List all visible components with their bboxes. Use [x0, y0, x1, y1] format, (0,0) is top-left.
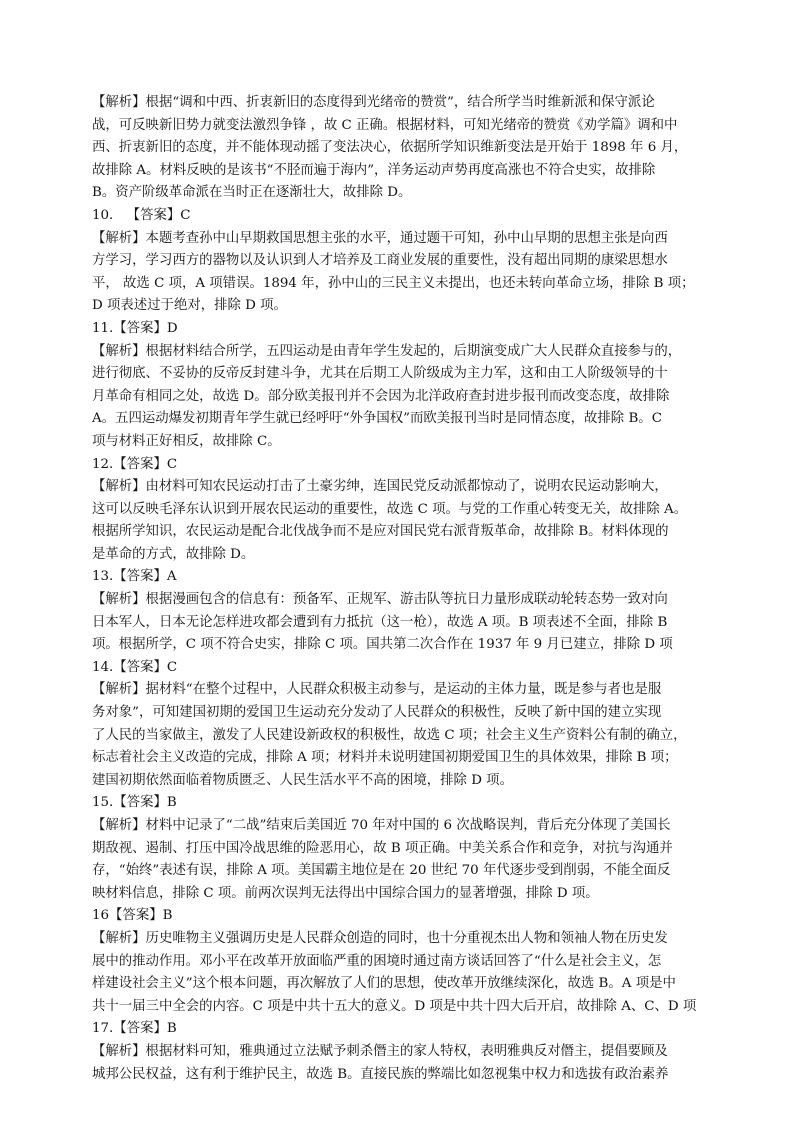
- text-line: 平， 故选 C 项，A 项错误。1894 年，孙中山的三民主义未提出，也还未转向革命立场，排除 B 项；: [92, 275, 695, 291]
- text-line: 建国初期依然面临着物质匮乏、人民生活水平不高的困境，排除 D 项。: [92, 772, 513, 788]
- answer-line: [92, 318, 712, 341]
- text-line: 故排除 A。材料反映的是该书“不胫而遍于海内”，洋务运动声势再度高涨也不符合史实，故排除: [92, 162, 656, 178]
- text-line: 【解析】据材料“在整个过程中，人民群众积极主动参与，是运动的主体力量，既是参与者也是服: [92, 682, 662, 698]
- answer-line: [92, 792, 712, 815]
- text-line: 【解析】由材料可知农民运动打击了土豪劣绅，连国民党反动派都惊动了，说明农民运动影响大，: [92, 479, 668, 495]
- text-line: 共十一届三中全会的内容。C 项是中共十五大的意义。D 项是中共十四大后开启，故排除 A、C、D 项: [92, 998, 697, 1014]
- document-page: [92, 92, 712, 1086]
- text-line: 展中的推动作用。邓小平在改革开放面临严重的困境时通过南方谈话回答了“什么是社会主义，怎: [92, 953, 662, 969]
- text-line: 月革命有相同之处，故选 D。部分欧美报刊并不会因为北洋政府查封进步报刊而改变态度，故排除: [92, 388, 670, 404]
- text-line: 12.【答案】C: [92, 456, 178, 472]
- text-line: 【解析】根据漫画包含的信息有：预备军、正规军、游击队等抗日力量形成联动轮转态势一致对向: [92, 592, 668, 608]
- analysis-paragraph: [92, 928, 712, 1018]
- text-line: 项。根据所学，C 项不符合史实，排除 C 项。国共第二次合作在 1937 年 9 月已建立，排除 D 项: [92, 637, 673, 653]
- text-line: 样建设社会主义”这个根本问题，再次解放了人们的思想，使改革开放继续深化，故选 B。A 项是中: [92, 976, 676, 992]
- text-line: 方学习，学习西方的器物以及认识到人才培养及工商业发展的重要性，没有超出同期的康梁思想水: [92, 253, 668, 269]
- text-line: B。资产阶级革命派在当时正在逐渐壮大，故排除 D。: [92, 185, 412, 201]
- text-line: 17.【答案】B: [92, 1021, 177, 1037]
- answer-line: [92, 566, 712, 589]
- analysis-paragraph: [92, 92, 712, 205]
- text-line: 存，“始终”表述有误，排除 A 项。美国霸主地位是在 20 世纪 70 年代逐步受到削弱，不能全面反: [92, 863, 671, 879]
- text-line: 15.【答案】B: [92, 795, 177, 811]
- answer-line: [92, 657, 712, 680]
- text-line: 项与材料正好相反，故排除 C。: [92, 433, 281, 449]
- text-line: 11.【答案】D: [92, 320, 178, 336]
- analysis-paragraph: [92, 815, 712, 905]
- text-line: 13.【答案】A: [92, 569, 177, 585]
- analysis-paragraph: [92, 679, 712, 792]
- analysis-paragraph: [92, 1041, 712, 1086]
- text-line: 日本军人，日本无论怎样进攻都会遭到有力抵抗（这一枪），故选 A 项。B 项表述不全面，排除 B: [92, 614, 668, 630]
- text-line: 这可以反映毛泽东认识到开展农民运动的重要性，故选 C 项。与党的工作重心转变无关，故排除 A。: [92, 501, 688, 517]
- text-line: 10． 【答案】C: [92, 207, 191, 223]
- text-line: 城邦公民权益，这有利于维护民主，故选 B。直接民族的弊端比如忽视集中权力和选拔有政治素养: [92, 1066, 669, 1082]
- text-line: D 项表述过于绝对，排除 D 项。: [92, 298, 287, 314]
- analysis-paragraph: [92, 228, 712, 318]
- text-line: 14.【答案】C: [92, 659, 178, 675]
- text-line: 16【答案】B: [92, 908, 173, 924]
- text-line: 映材料信息，排除 C 项。前两次误判无法得出中国综合国力的显著增强，排除 D 项。: [92, 885, 599, 901]
- text-line: 【解析】历史唯物主义强调历史是人民群众创造的同时，也十分重视杰出人物和领袖人物在历史发: [92, 930, 668, 946]
- analysis-paragraph: [92, 476, 712, 566]
- answer-line: [92, 905, 712, 928]
- text-line: 西、折衷新旧的态度，并不能体现动摇了变法决心，依据所学知识维新变法是开始于 1898 年 6 月，: [92, 140, 688, 156]
- text-line: 了人民的当家做主，激发了人民建设新政权的积极性，故选 C 项；社会主义生产资料公有制的确立，: [92, 727, 687, 743]
- text-line: 是革命的方式，故排除 D。: [92, 546, 255, 562]
- analysis-paragraph: [92, 341, 712, 454]
- analysis-paragraph: [92, 589, 712, 657]
- answer-line: [92, 1018, 712, 1041]
- text-line: 期敌视、遏制、打压中国冷战思维的险恶用心，故 B 项正确。中美关系合作和竞争，对抗与沟通并: [92, 840, 673, 856]
- text-line: 【解析】材料中记录了“二战”结束后美国近 70 年对中国的 6 次战略误判，背后充分体现了美国长: [92, 818, 671, 833]
- text-line: 标志着社会主义改造的完成，排除 A 项；材料并未说明建国初期爱国卫生的具体效果，排除 B 项；: [92, 750, 678, 766]
- text-line: 【解析】根据材料可知，雅典通过立法赋予刺杀僭主的家人特权，表明雅典反对僭主，提倡要顾及: [92, 1043, 668, 1059]
- text-line: 【解析】本题考查孙中山早期救国思想主张的水平，通过题干可知，孙中山早期的思想主张是向西: [92, 230, 668, 246]
- text-line: 进行彻底、不妥协的反帝反封建斗争，尤其在后期工人阶级成为主力军，这和由工人阶级领导的十: [92, 366, 668, 382]
- text-line: 战，可反映新旧势力就变法激烈争锋 ，故 C 正确。根据材料，可知光绪帝的赞赏《劝学篇》调和中: [92, 117, 678, 133]
- answer-line: [92, 454, 712, 477]
- text-line: 根据所学知识，农民运动是配合北伐战争而不是应对国民党右派背叛革命，故排除 B。材料体现的: [92, 524, 669, 540]
- text-line: 【解析】根据材料结合所学，五四运动是由青年学生发起的，后期演变成广大人民群众直接参与的，: [92, 343, 682, 359]
- text-line: 【解析】根据“调和中西、折衷新旧的态度得到光绪帝的赞赏”，结合所学当时维新派和保守派论: [92, 95, 655, 110]
- answer-line: [92, 205, 712, 228]
- text-line: 务对象”，可知建国初期的爱国卫生运动充分发动了人民群众的积极性，反映了新中国的建立实现: [92, 705, 662, 721]
- text-line: A。五四运动爆发初期青年学生就已经呼吁“外争国权”而欧美报刊当时是同情态度，故排除 B。C: [92, 411, 662, 427]
